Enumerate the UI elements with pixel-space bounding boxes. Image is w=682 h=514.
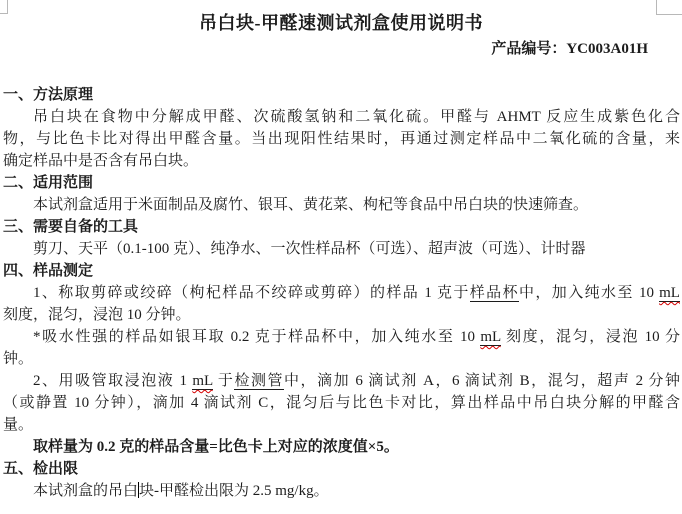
text-run: 本试剂盒的吊白 [33, 483, 139, 499]
section-heading[interactable] [3, 260, 680, 282]
text-line[interactable] [3, 282, 680, 304]
section-heading[interactable] [3, 216, 680, 238]
text-line[interactable] [3, 106, 680, 128]
section-heading[interactable] [3, 84, 680, 106]
text-run: 三、需要自备的工具 [3, 219, 139, 235]
text-run: 中，滴加 6 滴试剂 A，6 滴试剂 B，混匀，超声 2 分钟 [284, 373, 680, 389]
text-line[interactable] [3, 414, 680, 436]
section-heading[interactable] [3, 172, 680, 194]
text-run: 1、称取剪碎或绞碎（枸杞样品不绞碎或剪碎）的样品 1 克于 [33, 285, 470, 301]
text-run: 物，与比色卡比对得出甲醛含量。当出现阳性结果时，再通过测定样品中二氧化硫的含量，来 [3, 131, 680, 147]
spellcheck-flagged-term: mL [480, 329, 501, 345]
product-number-line[interactable] [0, 37, 648, 58]
text-run: 取样量为 0.2 克的样品含量=比色卡上对应的浓度值×5。 [33, 439, 399, 455]
text-line[interactable] [3, 150, 680, 172]
spellcheck-flagged-term: mL [192, 373, 213, 389]
document-body[interactable] [3, 84, 680, 502]
text-run: 块-甲醛检出限为 2.5 mg/kg。 [139, 483, 329, 499]
text-run: 刻度，混匀，浸泡 10 分 [500, 329, 680, 345]
text-run: 本试剂盒适用于米面制品及腐竹、银耳、黄花菜、枸杞等食品中吊白块的快速筛查。 [33, 197, 589, 213]
underlined-term-test-tube: 检测管 [234, 373, 285, 389]
text-run: 中，加入纯水至 10 [519, 285, 660, 301]
text-run: 刻度，混匀，浸泡 10 分钟。 [3, 307, 191, 323]
text-run: （或静置 10 分钟），滴加 4 滴试剂 C，混匀后与比色卡对比，算出样品中吊白块分解的甲醛含 [3, 395, 680, 411]
text-run: 剪刀、天平（0.1-100 克）、纯净水、一次性样品杯（可选）、超声波（可选）、计时器 [33, 241, 586, 257]
text-run: 二、适用范围 [3, 175, 94, 191]
text-line[interactable] [3, 480, 680, 502]
text-line[interactable] [3, 370, 680, 392]
text-run: *吸水性强的样品如银耳取 0.2 克于样品杯中，加入纯水至 10 [33, 329, 481, 345]
product-number-code: YC003A01H [566, 41, 648, 57]
product-number-label: 产品编号： [491, 41, 567, 57]
text-run: 钟。 [3, 351, 34, 367]
text-line[interactable] [3, 128, 680, 150]
section-heading[interactable] [3, 458, 680, 480]
text-run: 四、样品测定 [3, 263, 94, 279]
text-run: 2、用吸管取浸泡液 1 [33, 373, 193, 389]
text-run: 量。 [3, 417, 34, 433]
text-line[interactable] [3, 392, 680, 414]
text-line[interactable] [3, 326, 680, 348]
text-run: 一、方法原理 [3, 87, 94, 103]
text-run: 确定样品中是否含有吊白块。 [3, 153, 199, 169]
underlined-term-sample-cup: 样品杯 [469, 285, 519, 301]
text-line[interactable] [3, 348, 680, 370]
text-line[interactable] [3, 304, 680, 326]
text-line[interactable] [3, 238, 680, 260]
text-line[interactable] [3, 436, 680, 458]
spellcheck-flagged-term: mL [659, 285, 680, 301]
text-line[interactable] [3, 194, 680, 216]
text-run: 于 [212, 373, 235, 389]
text-run: 五、检出限 [3, 461, 79, 477]
text-run: 吊白块在食物中分解成甲醛、次硫酸氢钠和二氧化硫。甲醛与 AHMT 反应生成紫色化合 [33, 109, 680, 125]
document-title[interactable]: 吊白块-甲醛速测试剂盒使用说明书 [199, 13, 483, 33]
